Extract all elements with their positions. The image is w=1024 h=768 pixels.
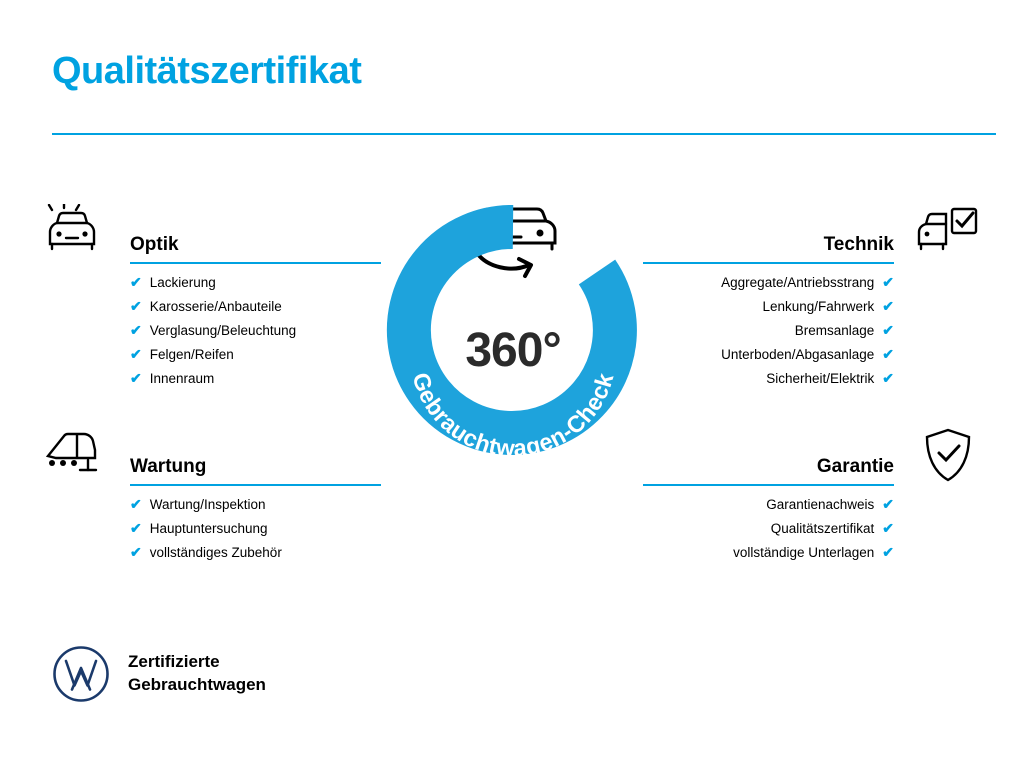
shield-check-icon xyxy=(916,426,980,488)
block-garantie-title: Garantie xyxy=(816,456,894,477)
list-item xyxy=(130,492,389,516)
list-item xyxy=(635,366,894,390)
block-technik-list xyxy=(635,270,980,390)
car-checklist-icon xyxy=(916,204,980,266)
list-item-label: Unterboden/Abgasanlage xyxy=(721,346,875,362)
list-item-label: Felgen/Reifen xyxy=(149,346,234,362)
block-technik-header xyxy=(635,198,980,270)
block-garantie xyxy=(635,420,980,564)
vw-logo xyxy=(52,645,110,703)
check-icon: ✔ xyxy=(130,346,142,362)
list-item xyxy=(130,318,389,342)
list-item xyxy=(635,342,894,366)
list-item xyxy=(635,294,894,318)
list-item xyxy=(635,516,894,540)
ring-arc-label: Gebrauchtwagen-Check xyxy=(407,369,619,462)
check-icon: ✔ xyxy=(882,346,894,362)
block-wartung-divider xyxy=(130,484,381,486)
list-item-label: vollständige Unterlagen xyxy=(733,544,875,560)
list-item-label: Aggregate/Antriebsstrang xyxy=(721,274,875,290)
check-icon: ✔ xyxy=(130,496,142,512)
block-technik-divider xyxy=(643,262,894,264)
page-title: Qualitätszertifikat xyxy=(52,50,362,92)
list-item xyxy=(130,270,389,294)
check-ring xyxy=(368,185,658,495)
block-technik xyxy=(635,198,980,390)
check-icon: ✔ xyxy=(130,322,142,338)
list-item xyxy=(130,516,389,540)
block-optik-list xyxy=(44,270,389,390)
block-wartung-list xyxy=(44,492,389,564)
block-garantie-header xyxy=(635,420,980,492)
list-item xyxy=(130,540,389,564)
list-item-label: Innenraum xyxy=(149,370,215,386)
check-icon: ✔ xyxy=(882,274,894,290)
check-icon: ✔ xyxy=(882,520,894,536)
list-item xyxy=(635,492,894,516)
check-icon: ✔ xyxy=(130,274,142,290)
car-lift-service-icon xyxy=(44,426,108,488)
check-icon: ✔ xyxy=(882,544,894,560)
list-item-label: Qualitätszertifikat xyxy=(770,520,875,536)
block-wartung xyxy=(44,420,389,564)
list-item-label: Garantienachweis xyxy=(766,496,875,512)
check-icon: ✔ xyxy=(882,370,894,386)
check-icon: ✔ xyxy=(130,370,142,386)
block-optik xyxy=(44,198,389,390)
footer-line-2: Gebrauchtwagen xyxy=(128,675,266,694)
block-garantie-list xyxy=(635,492,980,564)
list-item-label: Lackierung xyxy=(149,274,216,290)
list-item xyxy=(635,270,894,294)
block-technik-title: Technik xyxy=(823,234,894,255)
car-front-shine-icon xyxy=(44,204,108,266)
footer xyxy=(52,645,266,703)
footer-line-1: Zertifizierte xyxy=(128,652,220,672)
list-item xyxy=(130,294,389,318)
block-optik-divider xyxy=(130,262,381,264)
list-item xyxy=(635,318,894,342)
check-icon: ✔ xyxy=(130,520,142,536)
list-item xyxy=(130,342,389,366)
check-icon: ✔ xyxy=(130,544,142,560)
list-item-label: Karosserie/Anbauteile xyxy=(149,298,282,314)
block-optik-header xyxy=(44,198,389,270)
block-wartung-header xyxy=(44,420,389,492)
footer-text xyxy=(128,651,266,697)
ring-degrees-label: 360° xyxy=(465,324,561,377)
block-optik-title: Optik xyxy=(130,234,179,255)
list-item-label: Lenkung/Fahrwerk xyxy=(762,298,875,314)
right-column xyxy=(635,198,980,594)
list-item-label: Bremsanlage xyxy=(794,322,875,338)
check-icon: ✔ xyxy=(882,322,894,338)
check-icon: ✔ xyxy=(882,496,894,512)
list-item-label: Wartung/Inspektion xyxy=(149,496,266,512)
block-garantie-divider xyxy=(643,484,894,486)
list-item-label: vollständiges Zubehör xyxy=(149,544,282,560)
list-item-label: Hauptuntersuchung xyxy=(149,520,268,536)
check-icon: ✔ xyxy=(130,298,142,314)
block-wartung-title: Wartung xyxy=(130,456,207,477)
list-item xyxy=(635,540,894,564)
left-column xyxy=(44,198,389,594)
title-divider xyxy=(52,133,996,135)
list-item xyxy=(130,366,389,390)
check-icon: ✔ xyxy=(882,298,894,314)
list-item-label: Verglasung/Beleuchtung xyxy=(149,322,297,338)
list-item-label: Sicherheit/Elektrik xyxy=(766,370,875,386)
